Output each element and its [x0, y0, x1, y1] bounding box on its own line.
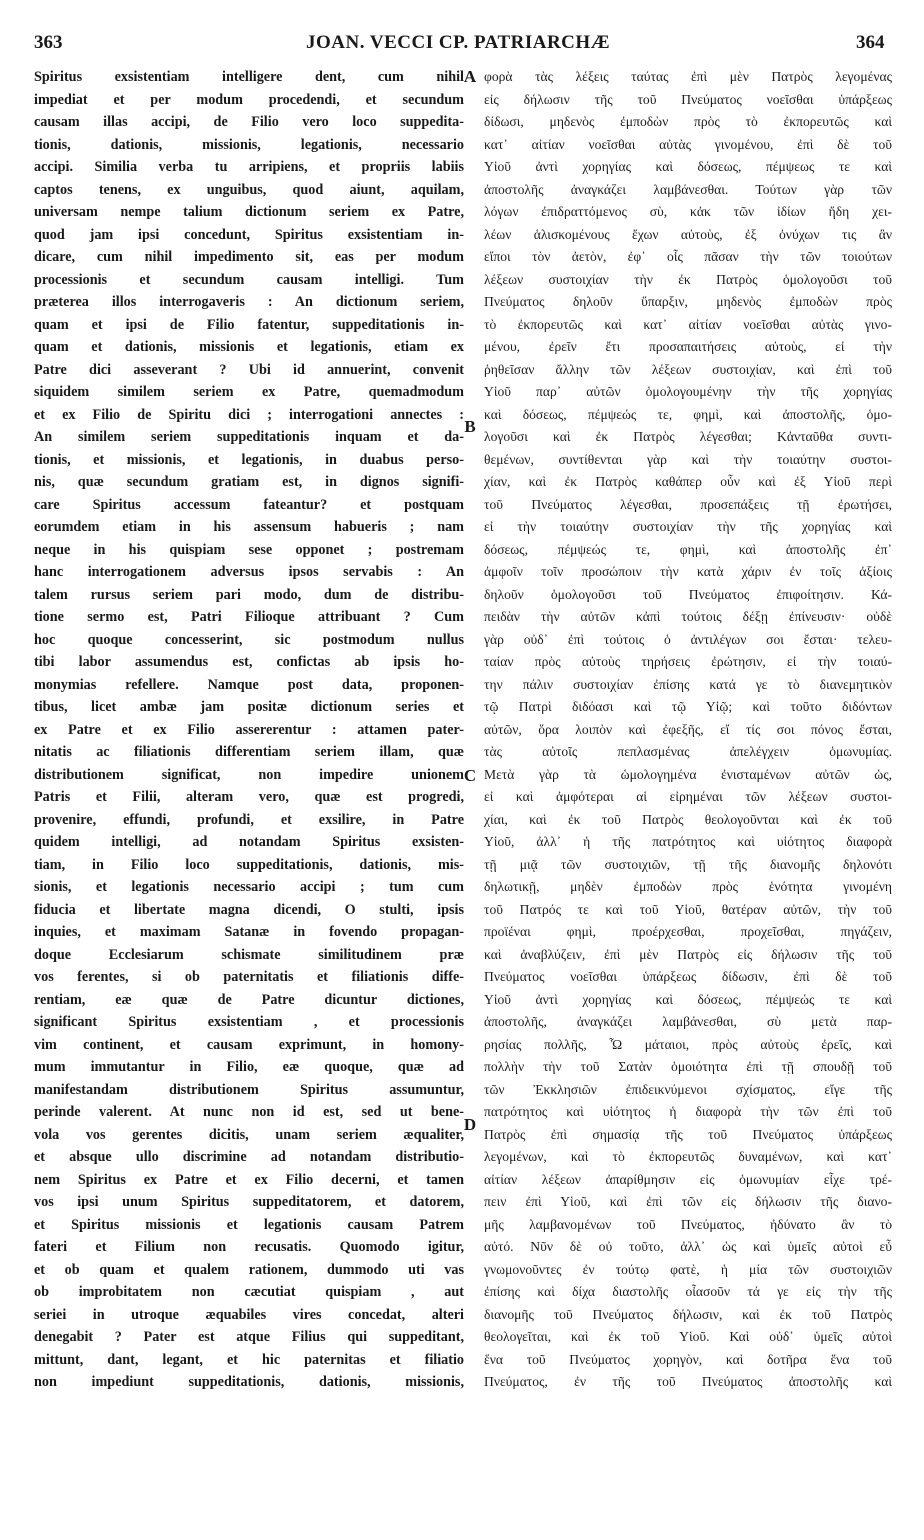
latin-text-line: ex Patre et ex Filio assererentur : attamen pater-	[34, 721, 464, 738]
greek-text-line: αὐτό. Νῦν δὲ οὐ τοῦτο, ἀλλ᾽ ὡς καὶ ὑμεῖς αὐτοὶ εὖ	[484, 1239, 892, 1254]
latin-text-line: siquidem similem seriem ex Patre, quemadmodum	[34, 384, 464, 400]
greek-text-line: μῆς λαμβανομένων τοῦ Πνεύματος, ἠδύνατο ἂν τὸ	[484, 1216, 892, 1232]
greek-text-line: αὐτῶν, ὅρα λοιπὸν καὶ ἐφεξῆς, εἴ τίς σοι πόνος ἔσται,	[484, 721, 892, 737]
greek-text-line: γὰρ οὐδ᾽ ἐπὶ τούτοις ὁ ἀντιλέγων σοι ἔσται· τελευ-	[484, 631, 892, 647]
greek-text-line: ἐπίσης καὶ δίχα διαστολῆς οἶασοῦν τά γε εἰς τὴν τῆς	[484, 1284, 892, 1299]
greek-text-line: Υἱοῦ παρ᾽ αὐτῶν ὁμολογουμένην τὴν τῆς χορηγίας	[484, 384, 892, 399]
latin-text-line: quam et ipsi de Filio fatentur, suppeditationis in-	[34, 316, 464, 333]
latin-text-line: sionis, et legationis necessario accipi ; tum cum	[34, 879, 464, 895]
greek-text-line: πειν ἐπὶ Υἱοῦ, καὶ ἐπὶ τῶν εἰς δήλωσιν τῆς διανο-	[484, 1194, 892, 1209]
latin-text-line: provenire, effundi, profundi, et exsilire, in Patre	[34, 811, 464, 828]
latin-text-line: tibi labor assumendus est, confictas ab ipsis ho-	[34, 654, 464, 670]
greek-text-line: Υἱοῦ ἀντὶ χορηγίας καὶ δόσεως, πέμψεώς τε καὶ	[484, 991, 892, 1007]
latin-text-line: fiducia et libertate magna dicendi, O stulti, ipsis	[34, 901, 464, 918]
greek-text-line: την πάλιν συστοιχίαν ἐπίσης κατά γε τὸ διανεμητικὸν	[484, 676, 892, 692]
latin-text-line: Spiritus exsistentiam intelligere dent, cum nihil	[34, 69, 464, 85]
latin-text-line: captos tenens, ex unguibus, quod aiunt, aquilam,	[34, 181, 464, 198]
greek-text-line: κατ᾽ αἰτίαν νοεῖσθαι αὐτὰς γινομένου, ἐπὶ δὲ τοῦ	[484, 136, 892, 152]
greek-text-line: ἀποστολῆς ἀναγκάζει λαμβάνεσθαι. Τούτων γὰρ τῶν	[484, 181, 892, 197]
greek-text-line: εἰ τὴν τοιαύτην συστοιχίαν τὴν τῆς χορηγίας καὶ	[484, 519, 892, 534]
latin-text-line: rentiam, eæ quæ de Patre dicuntur dictiones,	[34, 991, 464, 1008]
section-marker-c: C	[463, 766, 477, 785]
greek-text-line: γνωμονοῦντες ἐν τούτῳ φατὲ, ἡ μία τῶν συστοιχιῶν	[484, 1261, 892, 1277]
greek-text-line: ἕνα τοῦ Πνεύματος χορηγὸν, καὶ δοτῆρα ἕνα τοῦ	[484, 1351, 892, 1367]
greek-text-line: εἰ καὶ ἀμφότεραι αἱ εἰρημέναι τῶν λέξεων συστοι-	[484, 789, 892, 804]
greek-text-line: θεολογεῖται, καὶ ἐκ τοῦ Υἱοῦ. Καὶ οὐδ᾽ ὑμεῖς αὐτοὶ	[484, 1329, 892, 1344]
latin-text-line: doque Ecclesiarum schismate similitudinem præ	[34, 946, 464, 963]
latin-text-line: distributionem significat, non impedire unionem	[34, 766, 464, 783]
latin-text-line: neque in his quispiam sese opponet ; postremam	[34, 541, 464, 558]
latin-text-line: tiam, in Filio loco suppeditationis, dationis, mis-	[34, 856, 464, 873]
greek-text-line: χίαν, καὶ ἐκ Πατρὸς καθάπερ οὖν καὶ ἐξ Υἱοῦ περὶ	[484, 474, 892, 489]
latin-text-line: ob improbitatem non cæcutiat quispiam , aut	[34, 1284, 464, 1300]
greek-text-line: λογοῦσι καὶ ἐκ Πατρὸς λέγεσθαι; Κἀνταῦθα συντι-	[484, 429, 892, 444]
greek-text-line: δηλοῦν ὁμολογοῦσι τοῦ Πνεύματος ἐπιφοίτησιν. Κά-	[484, 586, 892, 602]
greek-text-line: Πνεύματος νοεῖσθαι ὑπάρξεως δίδωσιν, ἐπὶ δὲ τοῦ	[484, 969, 892, 984]
greek-text-line: τὸ ἐκπορευτῶς καὶ κατ᾽ αἰτίαν νοεῖσθαι αὐτὰς γινο-	[484, 316, 892, 332]
latin-text-line: An similem seriem suppeditationis inquam et da-	[34, 429, 464, 445]
latin-text-line: nitatis ac filiationis differentiam seriem illam, quæ	[34, 744, 464, 760]
latin-text-line: quidem intelligi, ad notandam Spiritus exsisten-	[34, 834, 464, 850]
latin-text-line: et ex Filio de Spiritu dici ; interrogationi annectes :	[34, 406, 464, 423]
greek-text-line: τοῦ Πατρός τε καὶ τοῦ Υἱοῦ, θατέραν αὐτῶν, τὴν τοῦ	[484, 901, 892, 917]
latin-text-line: tionis, dationis, missionis, legationis, necessario	[34, 136, 464, 153]
latin-text-line: et ob quam et qualem rationem, dummodo uti vas	[34, 1261, 464, 1278]
latin-text-line: tionis, et missionis, et legationis, in duabus perso-	[34, 451, 464, 468]
latin-text-line: talem rursus seriem pari modo, dum de distribu-	[34, 586, 464, 603]
greek-text-line: ρησίας πολλῆς, Ὦ μάταιοι, πρὸς αὐτοὺς ἐρεῖς, καὶ	[484, 1036, 892, 1052]
greek-text-line: φορὰ τὰς λέξεις ταύτας ἐπὶ μὲν Πατρὸς λεγομένας	[484, 69, 892, 84]
greek-text-line: πολλὴν τὴν τοῦ Σατὰν ὁμοιότητα ἐπὶ τῇ σπουδῇ τοῦ	[484, 1059, 892, 1074]
latin-text-line: eorumdem etiam in his assensum habueris ; nam	[34, 519, 464, 535]
section-marker-b: B	[464, 417, 476, 436]
greek-text-line: Πατρὸς ἐπὶ σημασίᾳ τῆς τοῦ Πνεύματος ὑπάρξεως	[484, 1126, 892, 1142]
latin-text-line: seriei in utroque æquabiles vires concedat, alteri	[34, 1306, 464, 1323]
latin-text-line: causam illas accipi, de Filio vero loco suppedita-	[34, 114, 464, 130]
latin-text-line: dicare, cum nihil impedimento sit, eas per modum	[34, 249, 464, 265]
latin-text-line: vos ipsi unum Spiritus suppeditatorem, et datorem,	[34, 1194, 464, 1210]
latin-text-line: Patre dici asseverant ? Ubi id annuerint, convenit	[34, 361, 464, 378]
greek-text-line: εἰς δήλωσιν τῆς τοῦ Πνεύματος νοεῖσθαι ὑπάρξεως	[484, 91, 892, 107]
greek-text-line: Πνεύματος, ἐν τῆς τοῦ Πνεύματος ἀποστολῆς καὶ	[484, 1374, 892, 1389]
latin-text-line: fateri et Filium non recusatis. Quomodo igitur,	[34, 1239, 464, 1255]
greek-text-line: ἀποστολῆς, ἀναγκάζει λαμβάνεσθαι, σὺ μετὰ παρ-	[484, 1014, 892, 1029]
greek-text-line: πειδὰν τὴν αὐτῶν κἀπὶ τούτοις δέξῃ ἐπίνευσιν· οὐδὲ	[484, 609, 892, 624]
greek-column	[484, 66, 892, 1394]
greek-text-line: λεγομένων, καὶ τὸ ἐκπορευτῶς δυναμένων, καὶ κατ᾽	[484, 1149, 892, 1164]
greek-text-line: λόγων ἐπιδραττόμενος σὺ, κἀκ τῶν ἰδίων ἤδη χει-	[484, 204, 892, 219]
greek-text-line: λέξεων συστοιχίαν τὴν ἐκ Πατρὸς ὁμολογοῦσι τοῦ	[484, 271, 892, 287]
greek-text-line: ταίαν πρὸς αὐτοὺς τηρήσεις ἐρώτησιν, εἰ τὴν τοιαύ-	[484, 654, 892, 669]
greek-text-line: δόσεως, πέμψεώς τε, φημὶ, καὶ ἀποστολῆς ἐπ᾽	[484, 541, 892, 557]
greek-text-line: τοῦ Πνεύματος λέγεσθαι, προσεπάξεις τῇ ἐρωτήσει,	[484, 496, 892, 512]
running-title: JOAN. VECCI CP. PATRIARCHÆ	[306, 32, 611, 53]
latin-text-line: vola vos gerentes dicitis, unam seriem æqualiter,	[34, 1126, 464, 1143]
greek-text-line: τῶν Ἐκκλησιῶν ἐπιδεικνύμενοι σχίσματος, εἴγε τῆς	[484, 1081, 892, 1097]
latin-text-line: nis, quæ secundum gratiam est, in dignos signifi-	[34, 474, 464, 490]
latin-text-line: impediat et per modum procedendi, et secundum	[34, 91, 464, 108]
right-page-number: 364	[856, 32, 885, 53]
left-page-number: 363	[34, 32, 63, 53]
greek-text-line: μένου, ἐρεῖν ἔτι προσαπαιτήσεις αὐτοὺς, εἰ τὴν	[484, 339, 892, 354]
latin-text-line: præterea illos interrogaveris : An dictionum seriem,	[34, 294, 464, 310]
latin-text-line: inquies, et maximam Satanæ in fovendo propagan-	[34, 924, 464, 940]
latin-text-line: tibus, licet ambæ jam positæ dictionum series et	[34, 699, 464, 715]
greek-text-line: δίδωσι, μηδενὸς ἐμποδὼν πρὸς τὸ ἐκπορευτῶς καὶ	[484, 114, 892, 129]
latin-text-line: mum immutantur in Filio, eæ quoque, quæ ad	[34, 1059, 464, 1075]
greek-text-line: αἰτίαν λέξεων ἀπαρίθμησιν εἰς ὁμωνυμίαν εἶχε τρέ-	[484, 1171, 892, 1187]
latin-text-line: processionis et secundum causam intelligi. Tum	[34, 271, 464, 288]
greek-text-line: χίαι, καὶ ἐκ τοῦ Πατρὸς θεολογοῦνται καὶ ἐκ τοῦ	[484, 811, 892, 827]
greek-text-line: καὶ ἀναβλύζειν, ἐπὶ μὲν Πατρὸς εἰς δήλωσιν τῆς τοῦ	[484, 946, 892, 962]
section-marker-a: A	[463, 67, 477, 86]
latin-text-line: manifestandam distributionem Spiritus assumuntur,	[34, 1081, 464, 1098]
greek-text-line: ἀμφοῖν τοῖν προσώποιν τὴν κατὰ χάριν ἐν τοῖς ἀξίοις	[484, 564, 892, 579]
greek-text-line: Υἱοῦ, ἀλλ᾽ ἡ τῆς πατρότητος καὶ υἱότητος διαφορὰ	[484, 834, 892, 849]
greek-text-line: δηλωτικῇ, μηδὲν ἐμποδὼν πρὸς ἑνότητα γινομένη	[484, 879, 892, 894]
latin-column	[34, 66, 464, 1394]
latin-text-line: nem Spiritus ex Patre et ex Filio decerni, et tamen	[34, 1171, 464, 1188]
latin-text-line: Patris et Filii, alteram vero, quæ est progredi,	[34, 789, 464, 805]
latin-text-line: quam et dationis, missionis et legationis, etiam ex	[34, 339, 464, 355]
latin-text-line: vim continent, et causam exprimunt, in homony-	[34, 1036, 464, 1053]
latin-text-line: denegabit ? Pater est atque Filius qui suppeditant,	[34, 1329, 464, 1345]
latin-text-line: monymias refellere. Namque post data, proponen-	[34, 676, 464, 693]
greek-text-line: Υἱοῦ ἀντὶ χορηγίας καὶ δόσεως, πέμψεως τε καὶ	[484, 159, 892, 174]
greek-text-line: διανομῆς τοῦ Πνεύματος δήλωσιν, καὶ ἐκ τοῦ Πατρὸς	[484, 1306, 892, 1322]
latin-text-line: accipi. Similia verba tu arripiens, et propriis labiis	[34, 159, 464, 175]
greek-text-line: λέων ἁλισκομένους ἔχων αὐτοὺς, ἐξ ὀνύχων τις ἂν	[484, 226, 892, 242]
greek-text-line: τῷ Πατρὶ διδόασι καὶ τῷ Υἱῷ; καὶ τοῦτο διδόντων	[484, 699, 892, 714]
section-marker-d: D	[463, 1115, 477, 1134]
greek-text-line: τὰς αὐτοῖς πεπλασμένας ἀπελέγχειν ὁμωνυμίας.	[484, 744, 892, 759]
greek-text-line: εἴποι τὸν ἀετὸν, ἐφ᾽ οἷς πᾶσαν τὴν τῶν τοιούτων	[484, 249, 892, 264]
greek-text-line: ῥηθεῖσαν ἄλλην τῶν λέξεων συστοιχίαν, καὶ ἐπὶ τοῦ	[484, 361, 892, 377]
latin-text-line: significant Spiritus exsistentiam , et processionis	[34, 1014, 464, 1030]
latin-text-line: hoc quoque concesserint, sic postmodum nullus	[34, 631, 464, 648]
latin-text-line: et absque ullo discrimine ad notandam distributio-	[34, 1149, 464, 1165]
latin-text-line: care Spiritus accessum fateantur? et postquam	[34, 496, 464, 513]
greek-text-line: Πνεύματος δηλοῦν ὕπαρξιν, μηδενὸς ἐμποδὼν πρὸς	[484, 294, 892, 309]
latin-text-line: mittunt, dant, legant, et hic paternitas et filiatio	[34, 1351, 464, 1368]
latin-text-line: vos ferentes, si ob paternitatis et filiationis diffe-	[34, 969, 464, 985]
greek-text-line: πατρότητος καὶ υἱότητος ἡ διαφορὰ τὴν τῶν ἐπὶ τοῦ	[484, 1104, 892, 1119]
greek-text-line: καὶ δόσεως, πέμψεώς τε, φημὶ, καὶ ἀποστολῆς, ὁμο-	[484, 406, 892, 422]
greek-text-line: τῇ μιᾷ τῶν συστοιχιῶν, τῇ τῆς διανομῆς δηλονότι	[484, 856, 892, 872]
greek-text-line: Μετὰ γὰρ τὰ ὡμολογημένα ἐνισταμένων αὐτῶν ὡς,	[484, 766, 892, 782]
latin-text-line: universam nempe talium dictionum seriem ex Patre,	[34, 204, 464, 220]
greek-text-line: προϊέναι φημὶ, προέρχεσθαι, προχεῖσθαι, πηγάζειν,	[484, 924, 892, 939]
latin-text-line: hanc interrogationem adversus ipsos servabis : An	[34, 564, 464, 580]
latin-text-line: non impediunt suppeditationis, dationis, missionis,	[34, 1374, 464, 1390]
latin-text-line: et Spiritus missionis et legationis causam Patrem	[34, 1216, 464, 1233]
latin-text-line: quod jam ipsi concedunt, Spiritus exsistentiam in-	[34, 226, 464, 243]
latin-text-line: perinde valerent. At nunc non id est, sed ut bene-	[34, 1104, 464, 1120]
latin-text-line: tione sermo est, Patri Filioque attribuant ? Cum	[34, 609, 464, 625]
greek-text-line: θεμένων, συντίθενται γὰρ καὶ τὴν τοιαύτην συστοι-	[484, 451, 892, 467]
